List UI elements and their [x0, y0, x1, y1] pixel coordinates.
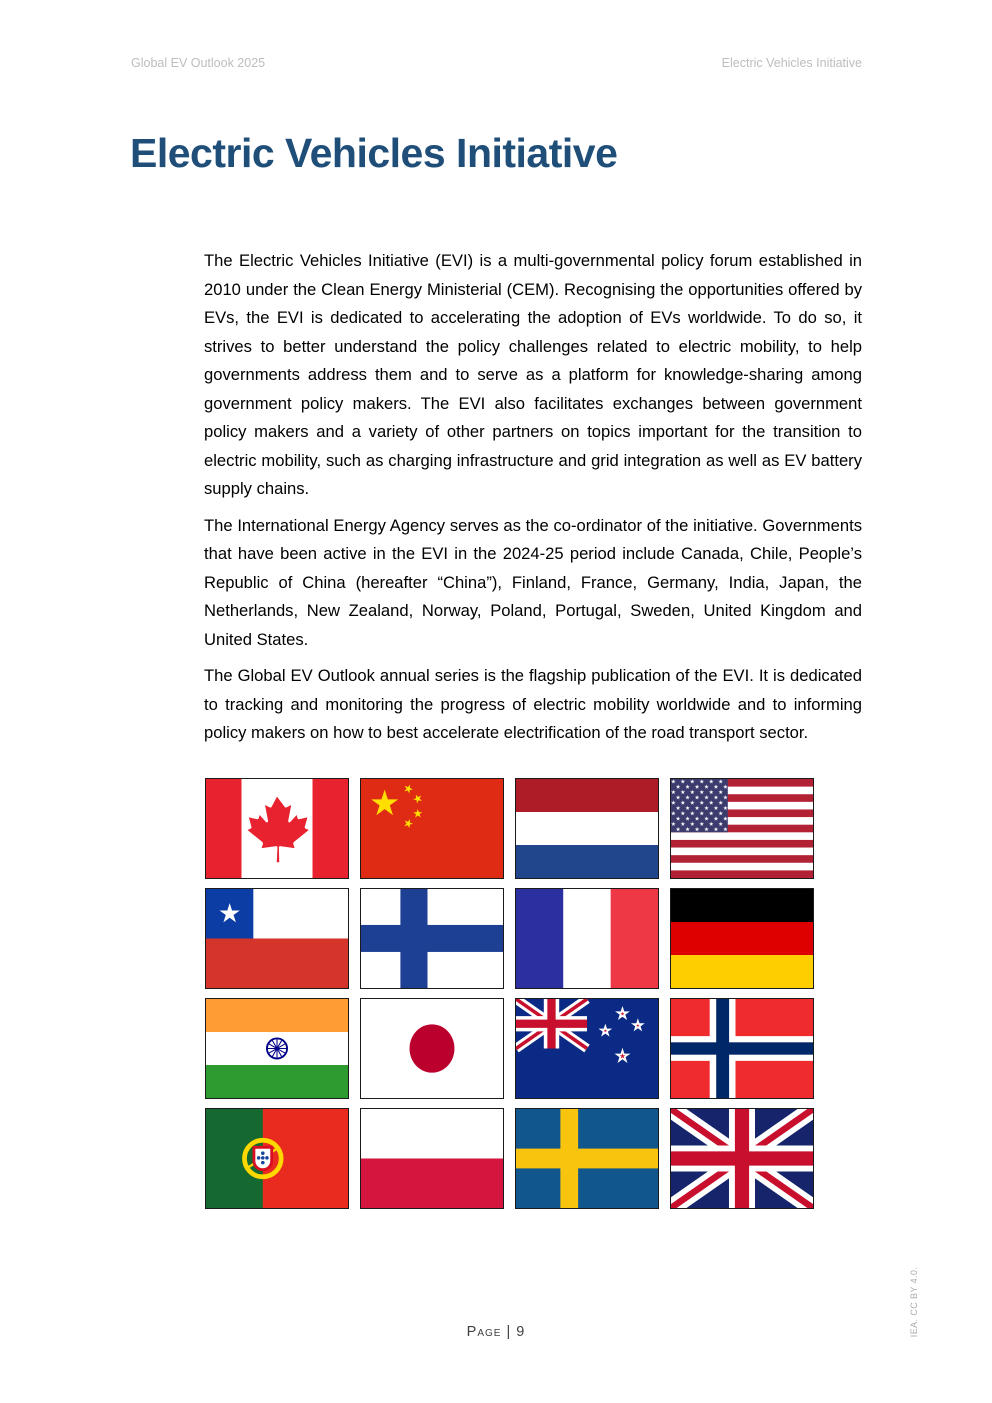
header-left-text: Global EV Outlook 2025 [131, 56, 266, 70]
flag-norway [670, 998, 814, 1099]
running-header [131, 56, 862, 70]
flag-france [515, 888, 659, 989]
flag-canada [205, 778, 349, 879]
header-right-text: Electric Vehicles Initiative [721, 56, 862, 70]
flag-india [205, 998, 349, 1099]
flag-new-zealand [515, 998, 659, 1099]
flag-chile [205, 888, 349, 989]
paragraph-global-ev-outlook: The Global EV Outlook annual series is the flagship publication of the EVI. It is dedicated to tracking and monitoring the progress of electric mobility worldwide and to informing policy makers on how to best accelerate electrification of the road transport sector. [204, 666, 862, 742]
body-text-column [204, 247, 862, 756]
member-flags-grid [205, 778, 814, 1209]
flag-china [360, 778, 504, 879]
flag-united-kingdom [670, 1108, 814, 1209]
flag-finland [360, 888, 504, 989]
paragraph-iea-coordinator: The International Energy Agency serves as the co-ordinator of the initiative. Governments that have been active in the EVI in the 2024-25 period include Canada, Chile, People’s Republic of China (hereafter “China”), Finland, France, Germany, India, Japan, the Netherlands, New Zealand, Norway, Poland, Portugal, Sweden, United Kingdom and United States. [204, 515, 862, 649]
page-number: Page | 9 [466, 1324, 526, 1340]
flag-poland [360, 1108, 504, 1209]
paragraph-evi-intro: The Electric Vehicles Initiative (EVI) is a multi-governmental policy forum established in 2010 under the Clean Energy Ministerial (CEM). Recognising the opportunities offered by EVs, the EVI is dedicated to accelerating the adoption of EVs worldwide. To do so, it strives to better understand the policy challenges related to electric mobility, to help governments address them and to serve as a platform for knowledge-sharing among government policy makers. The EVI also facilitates exchanges between government policy makers and a variety of other partners on topics important for the transition to electric mobility, such as charging infrastructure and grid integration as well as EV battery supply chains. [204, 251, 862, 498]
flag-united-states [670, 778, 814, 879]
flag-netherlands [515, 778, 659, 879]
flag-japan [360, 998, 504, 1099]
flag-germany [670, 888, 814, 989]
flag-portugal [205, 1108, 349, 1209]
license-side-note: IEA. CC BY 4.0. [909, 1266, 919, 1338]
flag-sweden [515, 1108, 659, 1209]
page-title: Electric Vehicles Initiative [130, 130, 618, 176]
